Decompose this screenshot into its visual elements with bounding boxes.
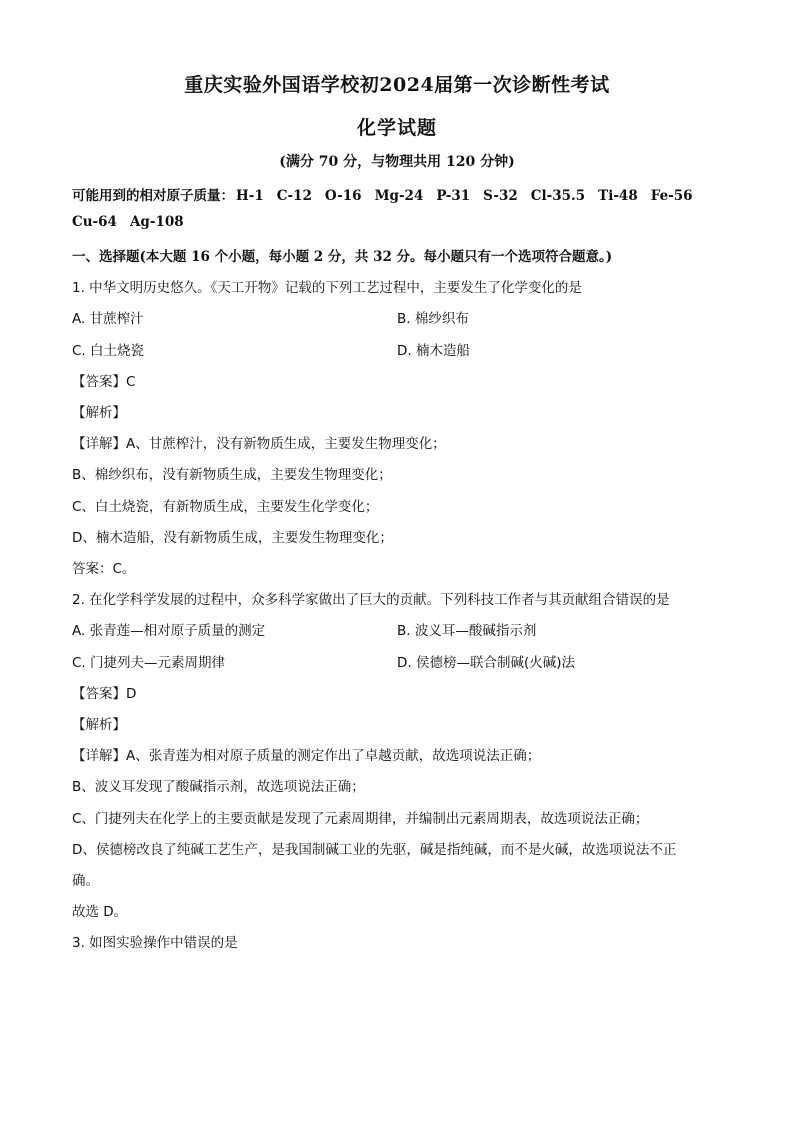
atomic-mass-item: O-16 bbox=[324, 188, 362, 204]
question-2-detail-line: 故选 D。 bbox=[72, 904, 128, 920]
atomic-mass-item: S-32 bbox=[483, 188, 518, 204]
question-1-answer: 【答案】C bbox=[72, 374, 136, 390]
question-2-detail-line: C、门捷列夫在化学上的主要贡献是发现了元素周期律，并编制出元素周期表，故选项说法正确； bbox=[72, 811, 649, 827]
atomic-mass-item: H-1 bbox=[236, 188, 264, 204]
question-1-detail-line: B、棉纱织布，没有新物质生成，主要发生物理变化； bbox=[72, 467, 392, 483]
question-1-stem: 1. 中华文明历史悠久。《天工开物》记载的下列工艺过程中，主要发生了化学变化的是 bbox=[72, 280, 582, 296]
question-1-detail-line: C、白土烧瓷，有新物质生成，主要发生化学变化； bbox=[72, 499, 379, 515]
question-2-option-c: C. 门捷列夫—元素周期律 bbox=[72, 655, 226, 671]
question-2-detail-line: B、波义耳发现了酸碱指示剂，故选项说法正确； bbox=[72, 779, 365, 795]
atomic-mass-item: Fe-56 bbox=[650, 188, 693, 204]
question-1-option-b: B. 棉纱织布 bbox=[397, 311, 469, 327]
question-3-stem: 3. 如图实验操作中错误的是 bbox=[72, 935, 238, 951]
atomic-mass-item: Mg-24 bbox=[374, 188, 424, 204]
question-1-analysis: 【解析】 bbox=[72, 405, 126, 421]
question-2-detail-line: 确。 bbox=[72, 873, 99, 889]
question-1-detail-line: 答案：C。 bbox=[72, 561, 136, 577]
question-1-detail-line: 【详解】A、甘蔗榨汁，没有新物质生成，主要发生物理变化； bbox=[72, 436, 446, 452]
atomic-mass-label: 可能用到的相对原子质量： bbox=[72, 188, 234, 204]
atomic-mass-item: Cu-64 bbox=[72, 214, 117, 230]
subject-title: 化学试题 bbox=[356, 117, 437, 139]
atomic-mass-line bbox=[72, 184, 732, 204]
question-2-detail-line: 【详解】A、张青莲为相对原子质量的测定作出了卓越贡献，故选项说法正确； bbox=[72, 748, 541, 764]
question-1-option-d: D. 楠木造船 bbox=[397, 343, 470, 359]
question-2-stem: 2. 在化学科学发展的过程中，众多科学家做出了巨大的贡献。下列科技工作者与其贡献组合错误的是 bbox=[72, 592, 670, 608]
atomic-mass-item: Ag-108 bbox=[129, 214, 184, 230]
atomic-mass-item: C-12 bbox=[276, 188, 312, 204]
question-1-detail-line: D、楠木造船，没有新物质生成，主要发生物理变化； bbox=[72, 530, 393, 546]
question-2-option-b: B. 波义耳—酸碱指示剂 bbox=[397, 623, 537, 639]
question-2-answer: 【答案】D bbox=[72, 686, 137, 702]
exam-title: 重庆实验外国语学校初2024届第一次诊断性考试 bbox=[184, 74, 610, 96]
question-2-detail-line: D、侯德榜改良了纯碱工艺生产，是我国制碱工业的先驱，碱是指纯碱，而不是火碱，故选项说法不正 bbox=[72, 842, 677, 858]
atomic-mass-item: Ti-48 bbox=[598, 188, 638, 204]
question-2-option-a: A. 张青莲—相对原子质量的测定 bbox=[72, 623, 266, 639]
exam-note: (满分 70 分，与物理共用 120 分钟) bbox=[279, 154, 515, 170]
atomic-mass-line-2 bbox=[72, 214, 732, 230]
atomic-mass-item: Cl-35.5 bbox=[530, 188, 586, 204]
question-1-option-a: A. 甘蔗榨汁 bbox=[72, 311, 144, 327]
question-1-option-c: C. 白土烧瓷 bbox=[72, 343, 145, 359]
question-2-option-d: D. 侯德榜—联合制碱(火碱)法 bbox=[397, 655, 576, 671]
section-heading: 一、选择题(本大题 16 个小题，每小题 2 分，共 32 分。每小题只有一个选项符合题意。) bbox=[72, 249, 613, 265]
atomic-mass-item: P-31 bbox=[436, 188, 471, 204]
question-2-analysis: 【解析】 bbox=[72, 717, 126, 733]
